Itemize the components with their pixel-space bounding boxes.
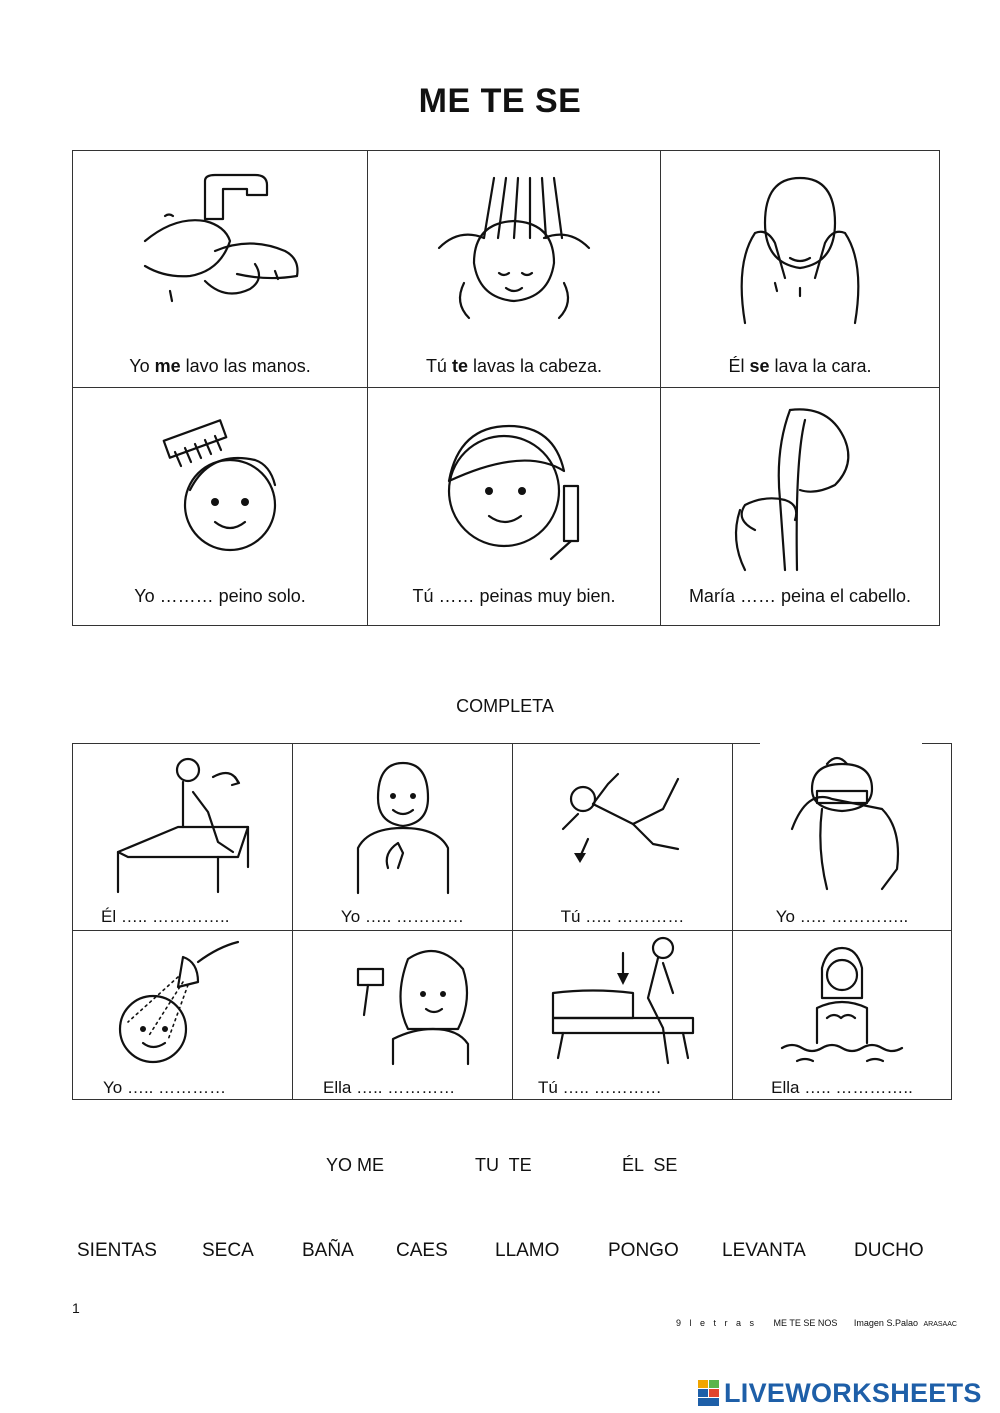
example-cell-6 <box>661 388 939 625</box>
example-cell-1 <box>73 151 368 388</box>
boy-combing-picture <box>145 410 295 560</box>
credit-image: Imagen S.Palao <box>853 1318 918 1328</box>
exercise-caption-8: Ella ….. ………….. <box>771 1078 913 1097</box>
page-number: 1 <box>72 1300 80 1316</box>
exercise-cell-5 <box>73 931 293 1099</box>
wash-head-picture <box>434 173 594 323</box>
exercise-cell-3 <box>513 744 733 931</box>
exercise-caption-1: Él ….. ………….. <box>101 907 230 926</box>
exercise-cell-6 <box>293 931 513 1099</box>
page-title: ME TE SE <box>418 82 582 120</box>
exercise-cell-2 <box>293 744 513 931</box>
liveworksheets-text: LIVEWORKSHEETS <box>724 1377 982 1408</box>
exercise-grid <box>72 743 952 1100</box>
credits <box>676 1318 971 1328</box>
word-ducho: DUCHO <box>854 1240 924 1261</box>
exercise-cell-8 <box>733 931 951 1099</box>
boy-getting-up-picture <box>108 752 258 902</box>
example-cell-4 <box>73 388 368 625</box>
example-cell-5 <box>368 388 661 625</box>
liveworksheets-icon <box>698 1380 720 1406</box>
completa-heading: COMPLETA <box>456 696 554 716</box>
person-pointing-self-picture <box>343 758 463 898</box>
example-grid <box>72 150 940 626</box>
pronoun-tu-te: TU TE <box>475 1155 532 1175</box>
example-cell-3 <box>661 151 939 388</box>
wash-face-picture <box>725 173 875 328</box>
exercise-caption-6: Ella ….. ………… <box>323 1078 456 1097</box>
word-bana: BAÑA <box>302 1240 354 1261</box>
example-caption-6: María …… peina el cabello. <box>688 586 912 606</box>
liveworksheets-logo[interactable] <box>698 1378 982 1408</box>
woman-combing-picture <box>720 400 880 575</box>
word-sientas: SIENTAS <box>77 1240 157 1261</box>
girl-hair-dryer-picture <box>328 939 478 1069</box>
word-pongo: PONGO <box>608 1240 679 1261</box>
exercise-cell-1 <box>73 744 293 931</box>
credit-site: 9 l e t r a s <box>676 1318 758 1328</box>
example-caption-2: Tú te lavas la cabeza. <box>425 356 603 376</box>
person-putting-on-shirt-picture <box>772 749 912 894</box>
word-caes: CAES <box>396 1240 448 1261</box>
word-seca: SECA <box>202 1240 254 1261</box>
example-cell-2 <box>368 151 661 388</box>
example-caption-1: Yo me lavo las manos. <box>129 356 311 376</box>
wash-hands-picture <box>135 171 305 321</box>
credit-doc: ME TE SE NOS <box>773 1318 838 1328</box>
word-llamo: LLAMO <box>495 1240 560 1261</box>
example-caption-3: Él se lava la cara. <box>728 356 872 376</box>
border-gap <box>760 740 922 746</box>
shower-head-picture <box>108 937 258 1067</box>
girl-bathing-picture <box>777 943 907 1068</box>
exercise-caption-2: Yo ….. ………… <box>340 907 465 926</box>
exercise-caption-4: Yo ….. ………….. <box>775 907 909 926</box>
boy-with-comb-picture <box>434 406 594 566</box>
exercise-caption-7: Tú ….. ………… <box>538 1078 662 1097</box>
boy-falling-picture <box>548 769 698 879</box>
exercise-caption-3: Tú ….. ………… <box>560 907 685 926</box>
exercise-caption-5: Yo ….. ………… <box>103 1078 227 1097</box>
pronoun-el-se: ÉL SE <box>622 1155 678 1175</box>
example-caption-5: Tú …… peinas muy bien. <box>412 586 616 606</box>
exercise-cell-7 <box>513 931 733 1099</box>
word-levanta: LEVANTA <box>722 1240 806 1261</box>
example-caption-4: Yo ……… peino solo. <box>134 586 306 606</box>
exercise-cell-4 <box>733 744 951 931</box>
credit-source: ARASAAC <box>923 1321 957 1328</box>
pronoun-yo-me: YO ME <box>326 1155 385 1175</box>
man-sitting-bench-picture <box>543 933 703 1073</box>
